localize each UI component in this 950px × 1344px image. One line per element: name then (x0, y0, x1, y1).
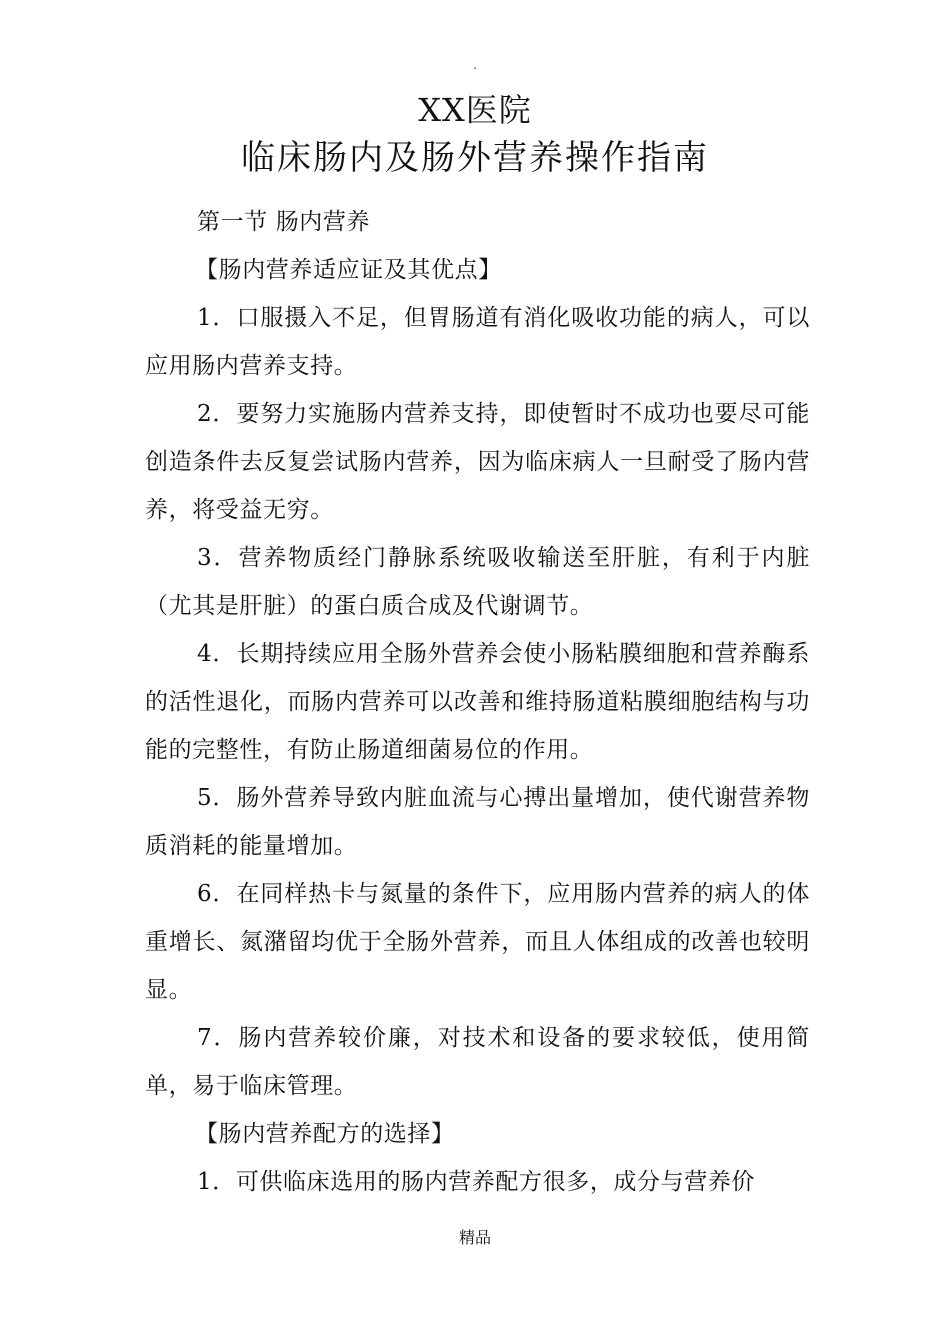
paragraph-item-1: 1．口服摄入不足，但胃肠道有消化吸收功能的病人，可以应用肠内营养支持。 (145, 305, 810, 379)
document-title-main: 临床肠内及肠外营养操作指南 (241, 138, 709, 178)
page-footer: 精品 (458, 1228, 491, 1247)
subsection-heading-indications: 【肠内营养适应证及其优点】 (195, 257, 502, 283)
document-title-hospital: XX医院 (418, 91, 532, 129)
paragraph-item-5: 5．肠外营养导致内脏血流与心搏出量增加，使代谢营养物质消耗的能量增加。 (145, 785, 810, 859)
header-mark: . (473, 58, 477, 72)
document-body (145, 198, 810, 1206)
section-heading: 第一节 肠内营养 (197, 209, 371, 235)
subsection-heading-formula-selection: 【肠内营养配方的选择】 (195, 1121, 455, 1147)
paragraph-formula-item-1: 1．可供临床选用的肠内营养配方很多，成分与营养价 (197, 1169, 756, 1195)
paragraph-item-4: 4．长期持续应用全肠外营养会使小肠粘膜细胞和营养酶系的活性退化，而肠内营养可以改善和维持肠道粘膜细胞结构与功能的完整性，有防止肠道细菌易位的作用。 (145, 641, 810, 763)
paragraph-item-7: 7．肠内营养较价廉，对技术和设备的要求较低，使用简单，易于临床管理。 (145, 1025, 810, 1099)
paragraph-item-2: 2．要努力实施肠内营养支持，即使暂时不成功也要尽可能创造条件去反复尝试肠内营养，因为临床病人一旦耐受了肠内营养，将受益无穷。 (145, 401, 810, 523)
paragraph-item-6: 6．在同样热卡与氮量的条件下，应用肠内营养的病人的体重增长、氮潴留均优于全肠外营养，而且人体组成的改善也较明显。 (145, 881, 810, 1003)
paragraph-item-3: 3．营养物质经门静脉系统吸收输送至肝脏，有利于内脏（尤其是肝脏）的蛋白质合成及代谢调节。 (145, 545, 810, 619)
